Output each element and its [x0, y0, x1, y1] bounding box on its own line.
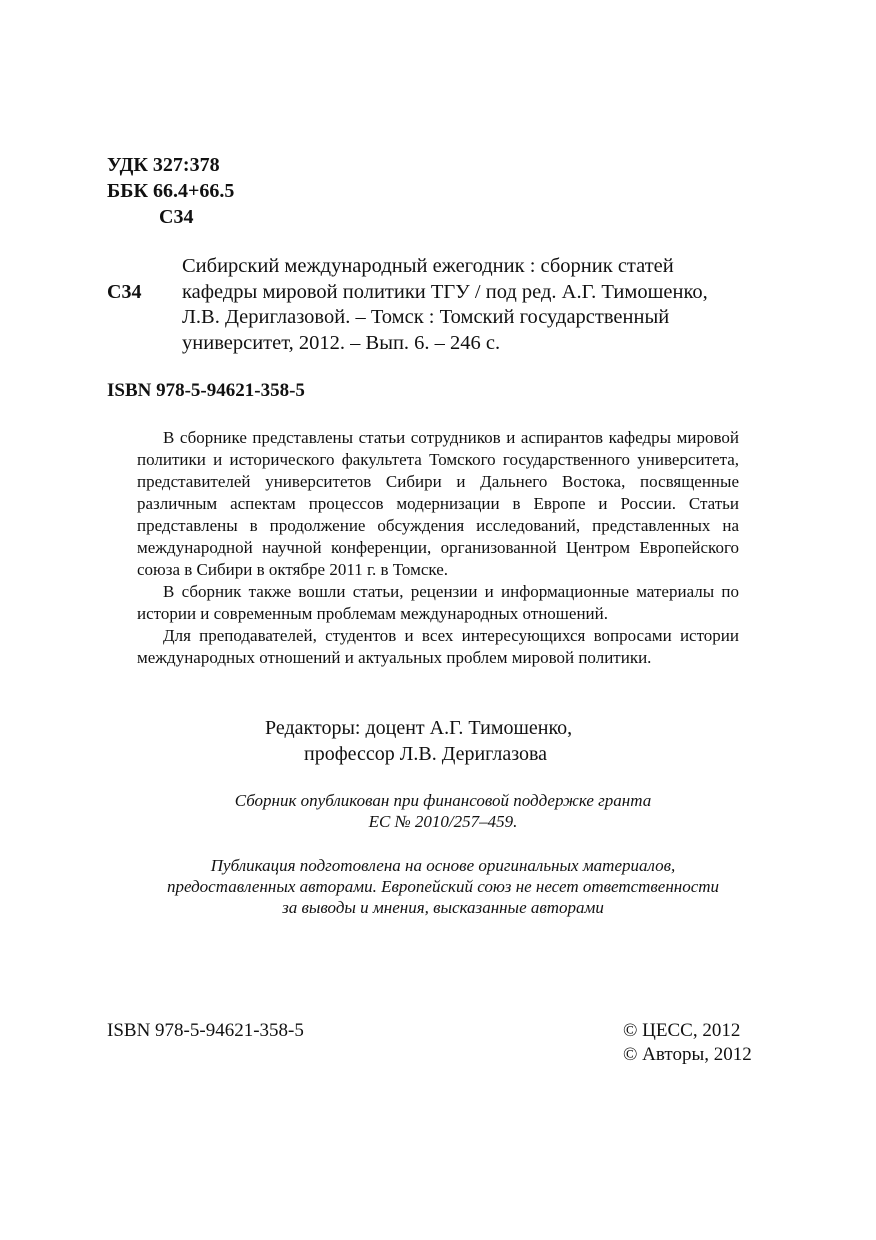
- disclaimer-line: за выводы и мнения, высказанные авторами: [282, 898, 604, 917]
- copyright-block: [623, 1019, 752, 1067]
- author-mark: С34: [159, 206, 194, 228]
- grant-line: ЕС № 2010/257–459.: [368, 812, 518, 831]
- bibliographic-description: [182, 254, 782, 356]
- editors-line: профессор Л.В. Дериглазова: [304, 743, 548, 765]
- editors-line: Редакторы: доцент А.Г. Тимошенко,: [265, 717, 573, 739]
- abstract-paragraph: Для преподавателей, студентов и всех интересующихся вопросами истории международных отношений и актуальных проблем мировой политики.: [137, 626, 739, 667]
- disclaimer-line: предоставленных авторами. Европейский союз не несет ответственности: [166, 877, 720, 896]
- biblio-line: университет, 2012. – Вып. 6. – 246 с.: [182, 331, 501, 354]
- copyright-line: © ЦЕСС, 2012: [623, 1020, 741, 1041]
- bbk-code: ББК 66.4+66.5: [107, 180, 235, 202]
- udk-code: УДК 327:378: [107, 154, 220, 176]
- editors-block: [0, 715, 876, 767]
- copyright-line: © Авторы, 2012: [623, 1044, 752, 1065]
- grant-line: Сборник опубликован при финансовой поддержке гранта: [234, 791, 652, 810]
- biblio-line: Сибирский международный ежегодник : сборник статей: [182, 255, 674, 277]
- classification-codes: [107, 152, 234, 230]
- grant-note: [0, 790, 876, 832]
- biblio-line: Л.В. Дериглазовой. – Томск : Томский государственный: [182, 306, 670, 328]
- disclaimer-line: Публикация подготовлена на основе оригинальных материалов,: [210, 856, 676, 875]
- isbn-header: ISBN 978-5-94621-358-5: [107, 380, 305, 401]
- abstract: [137, 427, 739, 669]
- isbn-footer: ISBN 978-5-94621-358-5: [107, 1020, 304, 1041]
- abstract-paragraph: В сборник также вошли статьи, рецензии и информационные материалы по истории и современным проблемам международных отношений.: [137, 582, 739, 623]
- disclaimer: [0, 855, 876, 918]
- biblio-line: кафедры мировой политики ТГУ / под ред. А.Г. Тимошенко,: [182, 280, 708, 303]
- abstract-paragraph: В сборнике представлены статьи сотрудников и аспирантов кафедры мировой политики и исторического факультета Томского государственного университета, представителей университетов Сибири и Дальнего Востока, посвященные различным аспектам процессов модернизации в Европе и России. Статьи представлены в продолжение обсуждения исследований, представленных на международной научной конференции, организованной Центром Европейского союза в Сибири в октябре 2011 г. в Томске.: [137, 428, 739, 579]
- biblio-side-code: С34: [107, 281, 142, 303]
